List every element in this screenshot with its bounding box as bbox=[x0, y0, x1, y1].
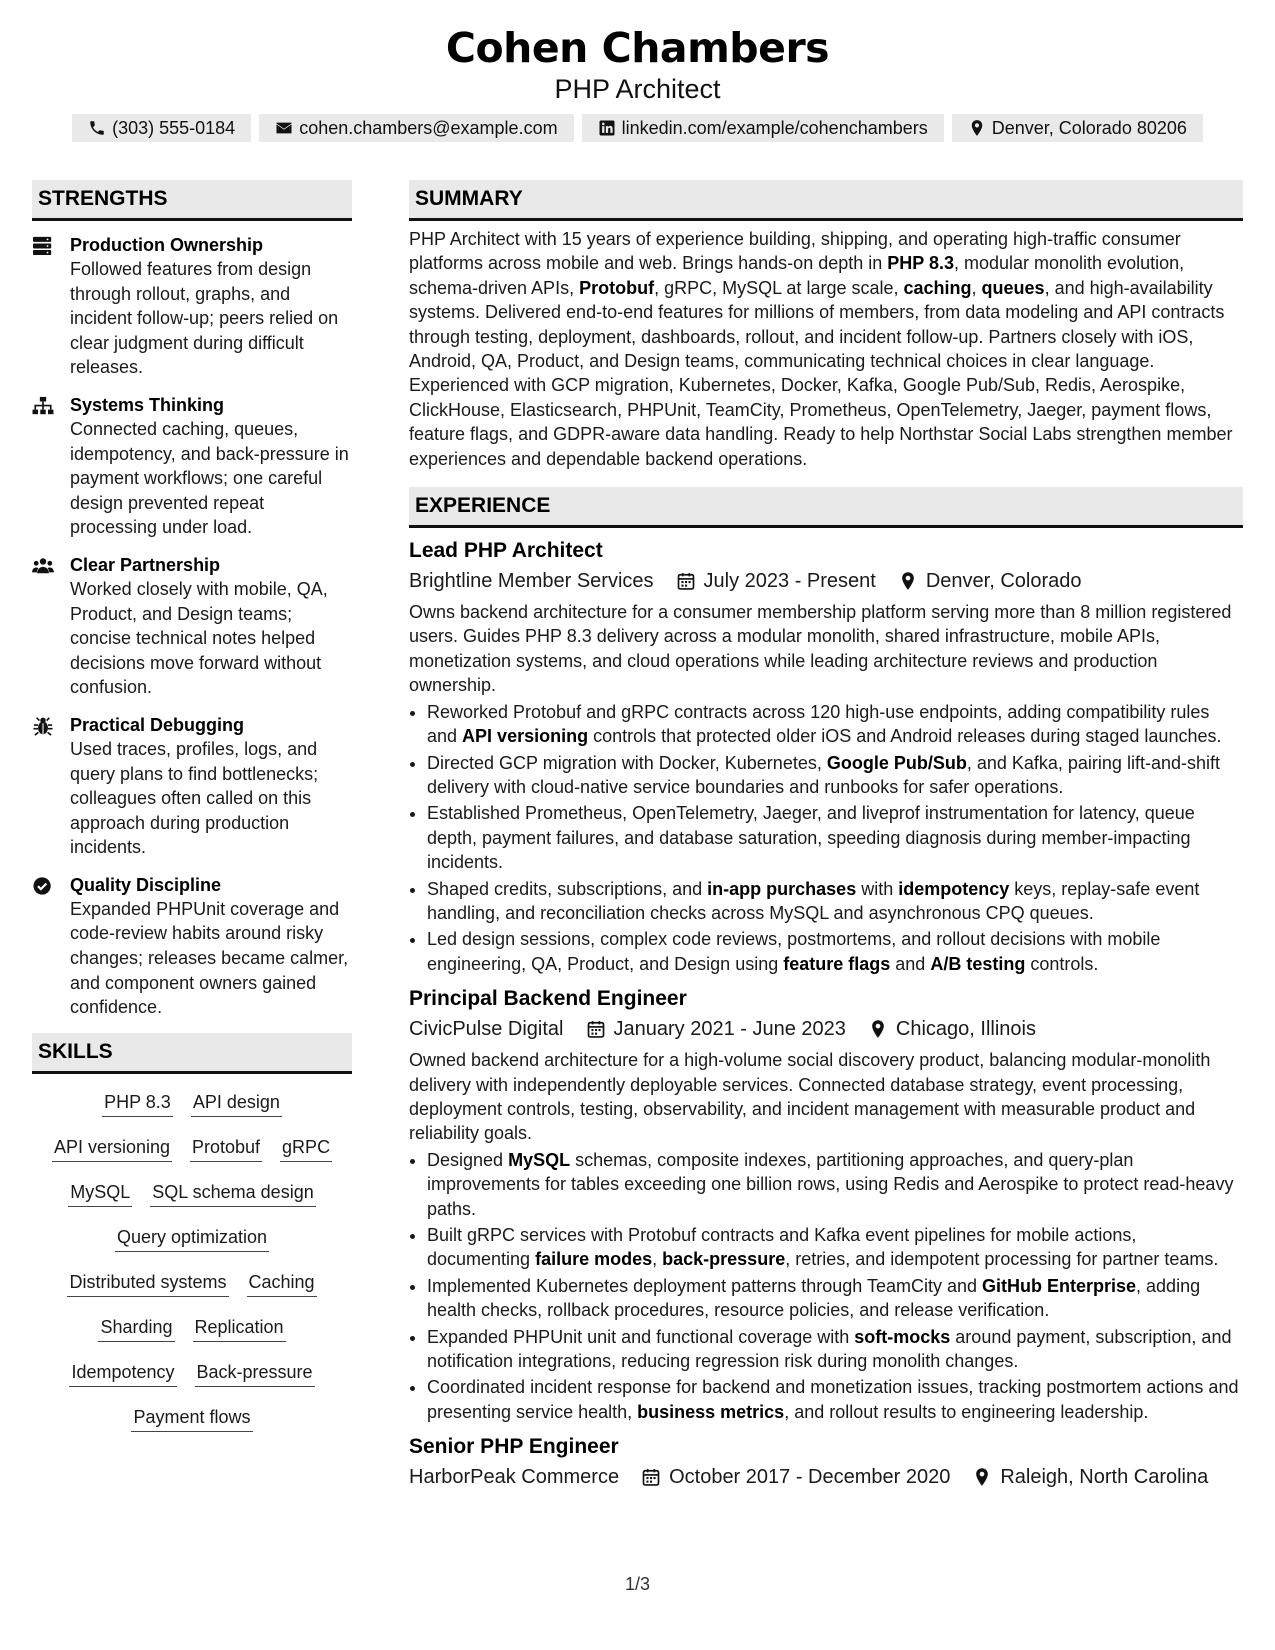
strength-item bbox=[32, 873, 352, 1020]
bullet-item bbox=[427, 1375, 1243, 1424]
job-dates: January 2021 - June 2023 bbox=[613, 1018, 846, 1041]
job-meta bbox=[409, 1014, 1243, 1044]
bold-term: back-pressure bbox=[662, 1249, 786, 1270]
bold-term: queues bbox=[981, 277, 1045, 298]
bullet-item bbox=[427, 1148, 1243, 1221]
bullet-item bbox=[427, 877, 1243, 926]
job-company: CivicPulse Digital bbox=[409, 1018, 564, 1041]
skill-tag: Sharding bbox=[98, 1315, 174, 1342]
bullet-item bbox=[427, 927, 1243, 976]
bullet-item bbox=[427, 700, 1243, 749]
bold-term: MySQL bbox=[508, 1149, 571, 1170]
job-meta bbox=[409, 566, 1243, 596]
skill-tag: API versioning bbox=[52, 1135, 172, 1162]
text-run: with bbox=[856, 878, 899, 899]
text-run: Established Prometheus, OpenTelemetry, Jaeger, and liveprof instrumentation for latency, queue depth, payment failures, and database saturation, speeding diagnosis during member-impacting incidents. bbox=[427, 803, 1195, 873]
bold-term: Protobuf bbox=[579, 277, 655, 298]
strength-desc: Used traces, profiles, logs, and query plans to find bottlenecks; colleagues often called on this approach during production incidents. bbox=[70, 738, 319, 858]
job-bullets bbox=[409, 1148, 1243, 1424]
skill-row bbox=[32, 1399, 352, 1444]
text-run: schemas, composite indexes, partitioning approaches, and query-plan improvements for tables exceeding one billion rows, using Redis and Aerospike to protect read-heavy paths. bbox=[427, 1149, 1234, 1219]
sitemap-icon bbox=[32, 396, 54, 416]
bullet-item bbox=[427, 801, 1243, 874]
calendar-icon bbox=[586, 1019, 606, 1039]
text-run: Implemented Kubernetes deployment patterns through TeamCity and bbox=[427, 1275, 982, 1296]
job-company: HarborPeak Commerce bbox=[409, 1466, 620, 1489]
text-run: Designed bbox=[427, 1149, 509, 1170]
skill-tag: Payment flows bbox=[131, 1405, 252, 1432]
strength-title: Practical Debugging bbox=[70, 714, 245, 735]
text-run: PHP Architect with 15 years of experience building, shipping, and operating high-traffic consumer platforms across mobile and web. Brings hands-on depth in bbox=[409, 229, 1181, 274]
experience-list bbox=[409, 536, 1243, 1492]
bullet-item bbox=[427, 1325, 1243, 1374]
bold-term: API versioning bbox=[462, 726, 589, 747]
left-column bbox=[32, 180, 352, 1444]
text-run: , adding health checks, rollback procedures, resource policies, and release verification. bbox=[427, 1275, 1201, 1321]
job-location: Denver, Colorado bbox=[925, 570, 1082, 593]
strength-item bbox=[32, 713, 352, 860]
linkedin-icon bbox=[598, 119, 616, 137]
bold-term: A/B testing bbox=[930, 953, 1026, 974]
contact-location bbox=[952, 114, 1203, 142]
job-dates: July 2023 - Present bbox=[703, 570, 876, 593]
skill-row bbox=[32, 1354, 352, 1399]
map-pin-icon bbox=[868, 1019, 888, 1039]
page-number: 1/3 bbox=[624, 1574, 651, 1594]
job-title: Senior PHP Engineer bbox=[409, 1435, 619, 1459]
summary-text bbox=[409, 227, 1243, 471]
text-run: Expanded PHPUnit unit and functional coverage with bbox=[427, 1326, 855, 1347]
contact-phone[interactable] bbox=[72, 114, 251, 142]
strength-desc: Expanded PHPUnit coverage and code-review habits around risky changes; releases became calmer, and component owners gained confidence. bbox=[70, 898, 349, 1018]
job-location: Chicago, Illinois bbox=[895, 1018, 1036, 1041]
bold-term: feature flags bbox=[783, 953, 891, 974]
skills-list bbox=[32, 1084, 352, 1444]
skill-tag: SQL schema design bbox=[150, 1180, 315, 1207]
contact-email-text: cohen.chambers@example.com bbox=[299, 118, 558, 138]
contact-bar bbox=[60, 114, 1215, 142]
bold-term: soft-mocks bbox=[854, 1326, 951, 1347]
text-run: and bbox=[890, 953, 931, 974]
text-run: Shaped credits, subscriptions, and bbox=[427, 878, 708, 899]
skill-tag: Replication bbox=[193, 1315, 286, 1342]
text-run: , gRPC, MySQL at large scale, bbox=[654, 277, 904, 298]
strength-item bbox=[32, 233, 352, 380]
candidate-name: Cohen Chambers bbox=[445, 24, 830, 72]
skill-tag: Idempotency bbox=[69, 1360, 176, 1387]
job-entry bbox=[409, 984, 1243, 1424]
skill-tag: Protobuf bbox=[190, 1135, 262, 1162]
text-run: , and rollout results to engineering leadership. bbox=[784, 1401, 1149, 1422]
job-description: Owns backend architecture for a consumer membership platform serving more than 8 million registered users. Guides PHP 8.3 delivery across a modular monolith, shared infrastructure, mobile APIs, monetization systems, and cloud operations while leading architecture reviews and production ownership. bbox=[409, 602, 1232, 696]
strength-title: Quality Discipline bbox=[70, 874, 222, 895]
contact-location-text: Denver, Colorado 80206 bbox=[991, 118, 1187, 138]
skill-row bbox=[32, 1309, 352, 1354]
summary-heading: SUMMARY bbox=[409, 180, 1243, 221]
skills-heading: SKILLS bbox=[32, 1033, 352, 1074]
strength-desc: Worked closely with mobile, QA, Product, and Design teams; concise technical notes helped decisions move forward without confusion. bbox=[70, 578, 328, 698]
calendar-icon bbox=[676, 571, 696, 591]
job-location: Raleigh, North Carolina bbox=[1000, 1466, 1209, 1489]
bold-term: idempotency bbox=[898, 878, 1010, 899]
server-icon bbox=[32, 236, 54, 256]
candidate-title: PHP Architect bbox=[554, 74, 721, 104]
bold-term: failure modes bbox=[535, 1249, 653, 1270]
skill-row bbox=[32, 1084, 352, 1129]
job-description: Owned backend architecture for a high-volume social discovery product, balancing modular-monolith delivery with independently deployable services. Connected database strategy, event processing, deployment controls, testing, observability, and incident management with measurable product and reliability goals. bbox=[409, 1050, 1211, 1144]
map-pin-icon bbox=[972, 1467, 992, 1487]
strength-desc: Followed features from design through rollout, graphs, and incident follow-up; peers relied on clear judgment during difficult releases. bbox=[70, 259, 339, 378]
bold-term: PHP 8.3 bbox=[887, 253, 954, 274]
text-run: controls that protected older iOS and Android releases during staged launches. bbox=[588, 726, 1222, 747]
strength-item bbox=[32, 393, 352, 540]
text-run: , retries, and idempotent processing for partner teams. bbox=[785, 1249, 1219, 1270]
contact-linkedin[interactable] bbox=[582, 114, 944, 142]
skill-row bbox=[32, 1129, 352, 1174]
contact-phone-text: (303) 555-0184 bbox=[112, 118, 236, 138]
job-entry bbox=[409, 536, 1243, 976]
text-run: keys, replay-safe event handling, and reconciliation checks across MySQL and asynchronous CPQ queues. bbox=[427, 878, 1200, 923]
strengths-list bbox=[32, 233, 352, 1020]
contact-email[interactable] bbox=[259, 114, 573, 142]
text-run: , and high-availability systems. Delivered end-to-end features for millions of members, from data modeling and API contracts through testing, deployment, dashboards, rollout, and incident follow-up. Partners closely with iOS, Android, QA, Product, and Design teams, communicating technical choices in clear language. Experienced with GCP migration, Kubernetes, Docker, Kafka, Google Pub/Sub, Redis, Aerospike, ClickHouse, Elasticsearch, PHPUnit, TeamCity, Prometheus, OpenTelemetry, Jaeger, payment flows, feature flags, and GDPR-aware data handling. Ready to help Northstar Social Labs strengthen member experiences and dependable backend operations. bbox=[409, 277, 1233, 469]
bug-icon bbox=[32, 716, 54, 736]
experience-heading: EXPERIENCE bbox=[409, 487, 1243, 528]
skill-row bbox=[32, 1219, 352, 1264]
skill-tag: gRPC bbox=[280, 1135, 332, 1162]
text-run: Directed GCP migration with Docker, Kubernetes, bbox=[427, 752, 827, 773]
text-run: , bbox=[971, 277, 982, 298]
text-run: , modular monolith evolution, schema-driven APIs, bbox=[409, 253, 1185, 298]
phone-icon bbox=[88, 119, 106, 137]
bullet-item bbox=[427, 751, 1243, 800]
bold-term: in-app purchases bbox=[707, 878, 857, 899]
right-column bbox=[409, 180, 1243, 1492]
job-title: Principal Backend Engineer bbox=[409, 987, 687, 1011]
strengths-heading: STRENGTHS bbox=[32, 180, 352, 221]
map-pin-icon bbox=[898, 571, 918, 591]
bold-term: business metrics bbox=[637, 1401, 785, 1422]
bold-term: GitHub Enterprise bbox=[982, 1275, 1137, 1296]
job-meta bbox=[409, 1462, 1243, 1492]
job-bullets bbox=[409, 700, 1243, 976]
text-run: , and Kafka, pairing lift-and-shift delivery with cloud-native service boundaries and runbooks for safer operations. bbox=[427, 752, 1220, 797]
skill-row bbox=[32, 1264, 352, 1309]
strength-title: Clear Partnership bbox=[70, 554, 221, 575]
skill-tag: Query optimization bbox=[115, 1225, 269, 1252]
text-run: Built gRPC services with Protobuf contracts and Kafka event pipelines for mobile actions, documenting bbox=[427, 1225, 1137, 1270]
skill-tag: PHP 8.3 bbox=[102, 1090, 173, 1117]
strength-title: Systems Thinking bbox=[70, 394, 225, 415]
text-run: around payment, subscription, and notification integrations, reducing regression risk during monolith changes. bbox=[427, 1326, 1232, 1372]
text-run: controls. bbox=[1025, 953, 1099, 974]
skill-tag: MySQL bbox=[68, 1180, 132, 1207]
check-circle-icon bbox=[32, 876, 54, 896]
bold-term: Google Pub/Sub bbox=[826, 752, 967, 773]
strength-item bbox=[32, 553, 352, 700]
skill-tag: Distributed systems bbox=[67, 1270, 228, 1297]
users-icon bbox=[32, 556, 54, 576]
job-entry bbox=[409, 1432, 1243, 1492]
contact-linkedin-text: linkedin.com/example/cohenchambers bbox=[621, 118, 928, 138]
text-run: Reworked Protobuf and gRPC contracts across 120 high-use endpoints, adding compatibility rules and bbox=[427, 701, 1210, 747]
skill-tag: Back-pressure bbox=[195, 1360, 315, 1387]
envelope-icon bbox=[275, 119, 293, 137]
text-run: , bbox=[652, 1249, 663, 1270]
bold-term: caching bbox=[903, 277, 972, 298]
skill-tag: API design bbox=[191, 1090, 282, 1117]
skill-row bbox=[32, 1174, 352, 1219]
strength-desc: Connected caching, queues, idempotency, and back-pressure in payment workflows; one careful design prevented repeat processing under load. bbox=[70, 418, 349, 538]
text-run: Coordinated incident response for backend and monetization issues, tracking postmortem actions and presenting service health, bbox=[427, 1377, 1239, 1422]
skill-tag: Caching bbox=[247, 1270, 317, 1297]
job-title: Lead PHP Architect bbox=[409, 539, 603, 563]
job-dates: October 2017 - December 2020 bbox=[669, 1466, 951, 1489]
bullet-item bbox=[427, 1223, 1243, 1272]
map-pin-icon bbox=[968, 119, 986, 137]
strength-title: Production Ownership bbox=[70, 235, 264, 255]
bullet-item bbox=[427, 1274, 1243, 1323]
calendar-icon bbox=[641, 1467, 661, 1487]
text-run: Led design sessions, complex code reviews, postmortems, and rollout decisions with mobile engineering, QA, Product, and Design using bbox=[427, 929, 1161, 974]
job-company: Brightline Member Services bbox=[409, 570, 654, 593]
